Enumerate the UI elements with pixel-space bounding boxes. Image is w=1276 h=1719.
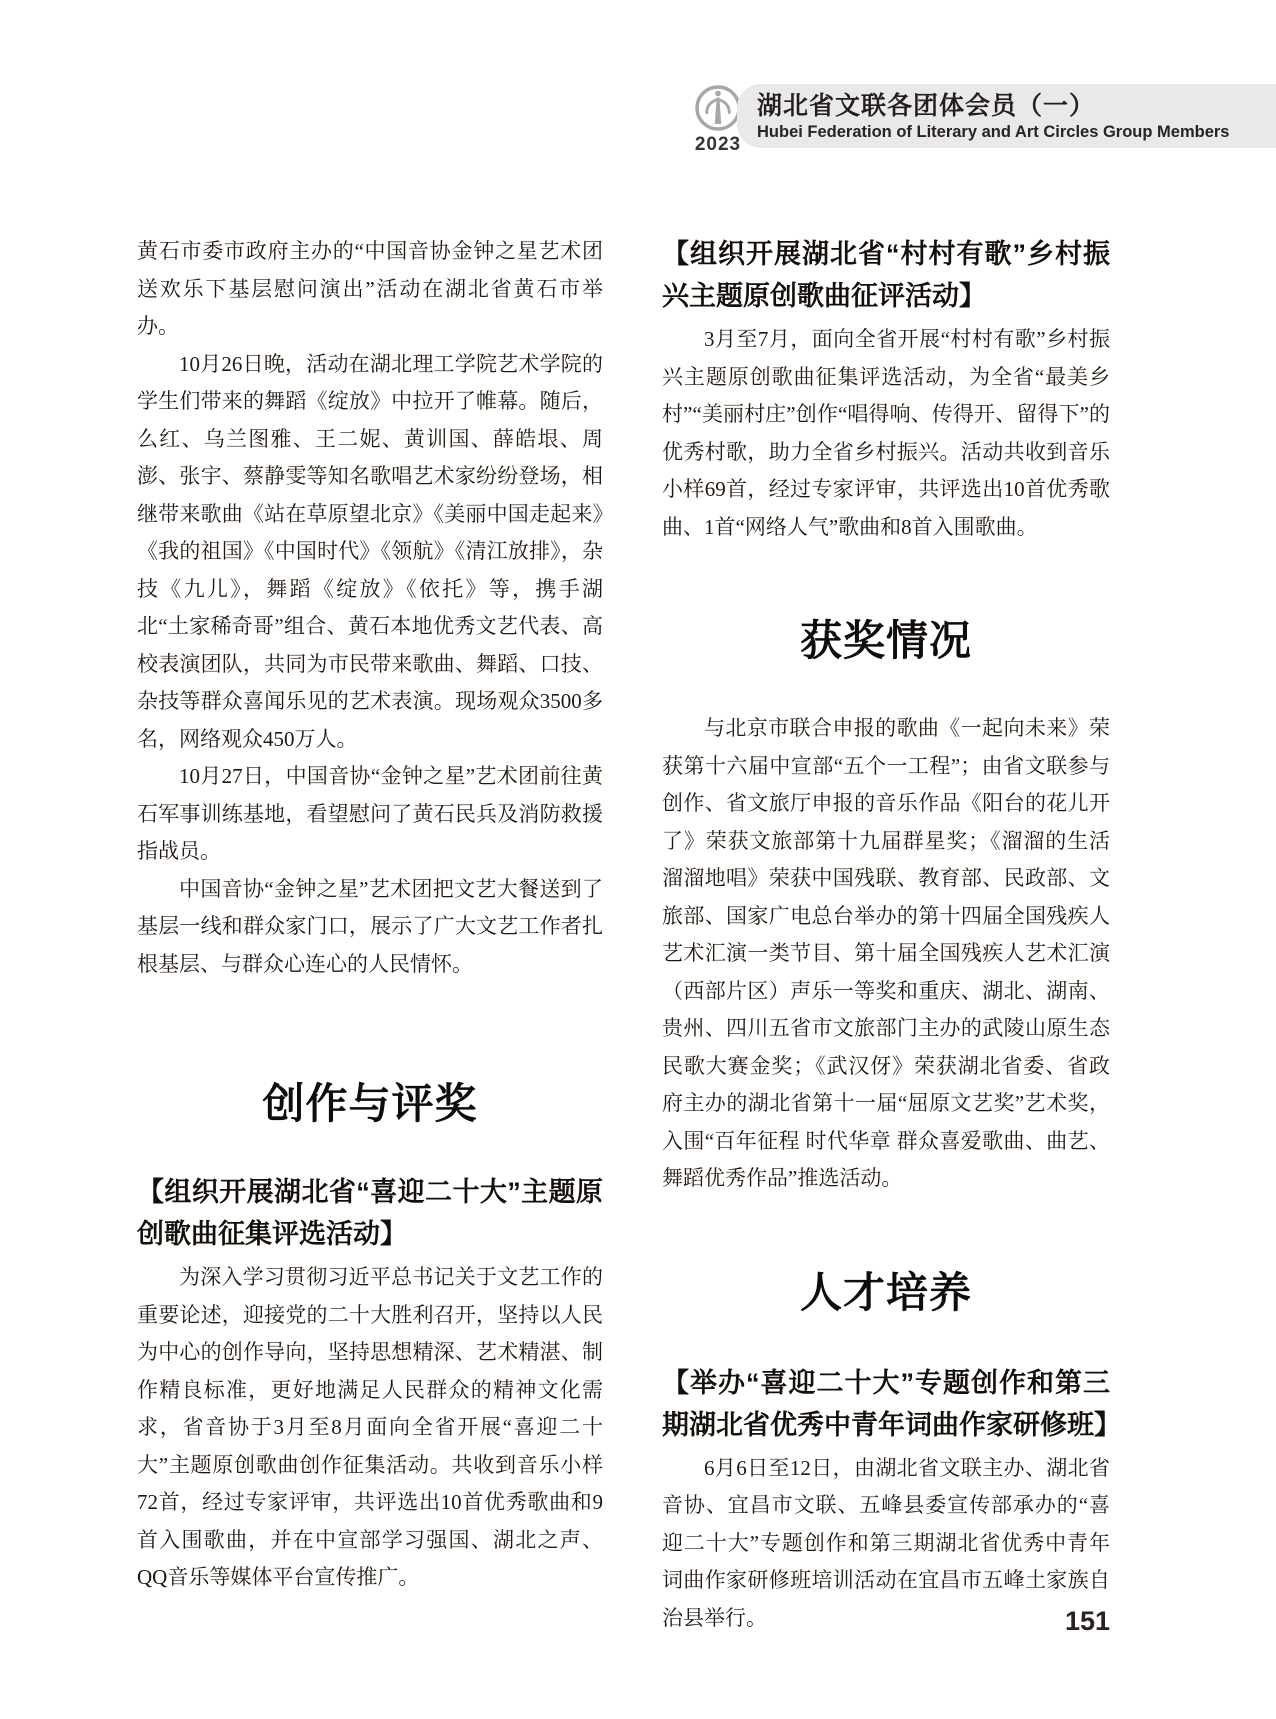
section-heading: 人才培养 bbox=[799, 1268, 972, 1316]
banner-title-english: Hubei Federation of Literary and Art Circles Group Members bbox=[757, 123, 1230, 141]
paragraph: 3月至7月，面向全省开展“村村有歌”乡村振兴主题原创歌曲征集评选活动，为全省“最美乡村”“美丽村庄”创作“唱得响、传得开、留得下”的优秀村歌，助力全省乡村振兴。活动共收到音乐小样69首，经过专家评审，共评选出10首优秀歌曲、1首“网络人气”歌曲和8首入围歌曲。 bbox=[662, 327, 1110, 539]
header-banner bbox=[737, 84, 1276, 148]
paragraph: 中国音协“金钟之星”艺术团把文艺大餐送到了基层一线和群众家门口，展示了广大文艺工作者扎根基层、与群众心连心的人民情怀。 bbox=[137, 876, 603, 976]
paragraph: 10月26日晚，活动在湖北理工学院艺术学院的学生们带来的舞蹈《绽放》中拉开了帷幕。随后，么红、乌兰图雅、王二妮、黄训国、薛皓垠、周澎、张宇、蔡静雯等知名歌唱艺术家纷纷登场，相继带来歌曲《站在草原望北京》《美丽中国走起来》《我的祖国》《中国时代》《领航》《清江放排》，杂技《九儿》，舞蹈《绽放》《依托》等，携手湖北“土家稀奇哥”组合、黄石本地优秀文艺代表、高校表演团队，共同为市民带来歌曲、舞蹈、口技、杂技等群众喜闻乐见的艺术表演。现场观众3500多名，网络观众450万人。 bbox=[137, 351, 603, 751]
entry-heading: 【组织开展湖北省“喜迎二十大”主题原创歌曲征集评选活动】 bbox=[137, 1177, 603, 1249]
paragraph: 6月6日至12日，由湖北省文联主办、湖北省音协、宜昌市文联、五峰县委宣传部承办的“喜迎二十大”专题创作和第三期湖北省优秀中青年词曲作家研修班培训活动在宜昌市五峰土家族自治县举行。 bbox=[662, 1455, 1110, 1630]
banner-title-chinese: 湖北省文联各团体会员（一） bbox=[757, 92, 1096, 120]
paragraph: 黄石市委市政府主办的“中国音协金钟之星艺术团送欢乐下基层慰问演出”活动在湖北省黄石市举办。 bbox=[137, 239, 603, 338]
paragraph: 为深入学习贯彻习近平总书记关于文艺工作的重要论述，迎接党的二十大胜利召开，坚持以人民为中心的创作导向，坚持思想精深、艺术精湛、制作精良标准，更好地满足人民群众的精神文化需求，省音协于3月至8月面向全省开展“喜迎二十大”主题原创歌曲创作征集活动。共收到音乐小样72首，经过专家评审，共评选出10首优秀歌曲和9首入围歌曲，并在中宣部学习强国、湖北之声、QQ音乐等媒体平台宣传推广。 bbox=[137, 1265, 603, 1589]
paragraph: 10月27日，中国音协“金钟之星”艺术团前往黄石军事训练基地，看望慰问了黄石民兵及消防救援指战员。 bbox=[137, 764, 603, 863]
right-column bbox=[662, 233, 1121, 1637]
entry-heading: 【组织开展湖北省“村村有歌”乡村振兴主题原创歌曲征评活动】 bbox=[662, 239, 1110, 311]
logo-year-label: 2023 bbox=[694, 134, 742, 155]
left-column bbox=[137, 233, 603, 1597]
paragraph: 与北京市联合申报的歌曲《一起向未来》荣获第十六届中宣部“五个一工程”；由省文联参与创作、省文旅厅申报的音乐作品《阳台的花儿开了》荣获文旅部第十九届群星奖；《溜溜的生活溜溜地唱》荣获中国残联、教育部、民政部、文旅部、国家广电总台举办的第十四届全国残疾人艺术汇演一类节目、第十届全国残疾人艺术汇演（西部片区）声乐一等奖和重庆、湖北、湖南、贵州、四川五省市文旅部门主办的武陵山原生态民歌大赛金奖；《武汉伢》荣获湖北省委、省政府主办的湖北省第十一届“屈原文艺奖”艺术奖，入围“百年征程 时代华章 群众喜爱歌曲、曲艺、舞蹈优秀作品”推选活动。 bbox=[662, 716, 1110, 1190]
page-number: 151 bbox=[1064, 1606, 1110, 1636]
section-heading: 创作与评奖 bbox=[262, 1080, 478, 1127]
section-heading: 获奖情况 bbox=[799, 617, 972, 664]
entry-heading: 【举办“喜迎二十大”专题创作和第三期湖北省优秀中青年词曲作家研修班】 bbox=[662, 1367, 1121, 1440]
